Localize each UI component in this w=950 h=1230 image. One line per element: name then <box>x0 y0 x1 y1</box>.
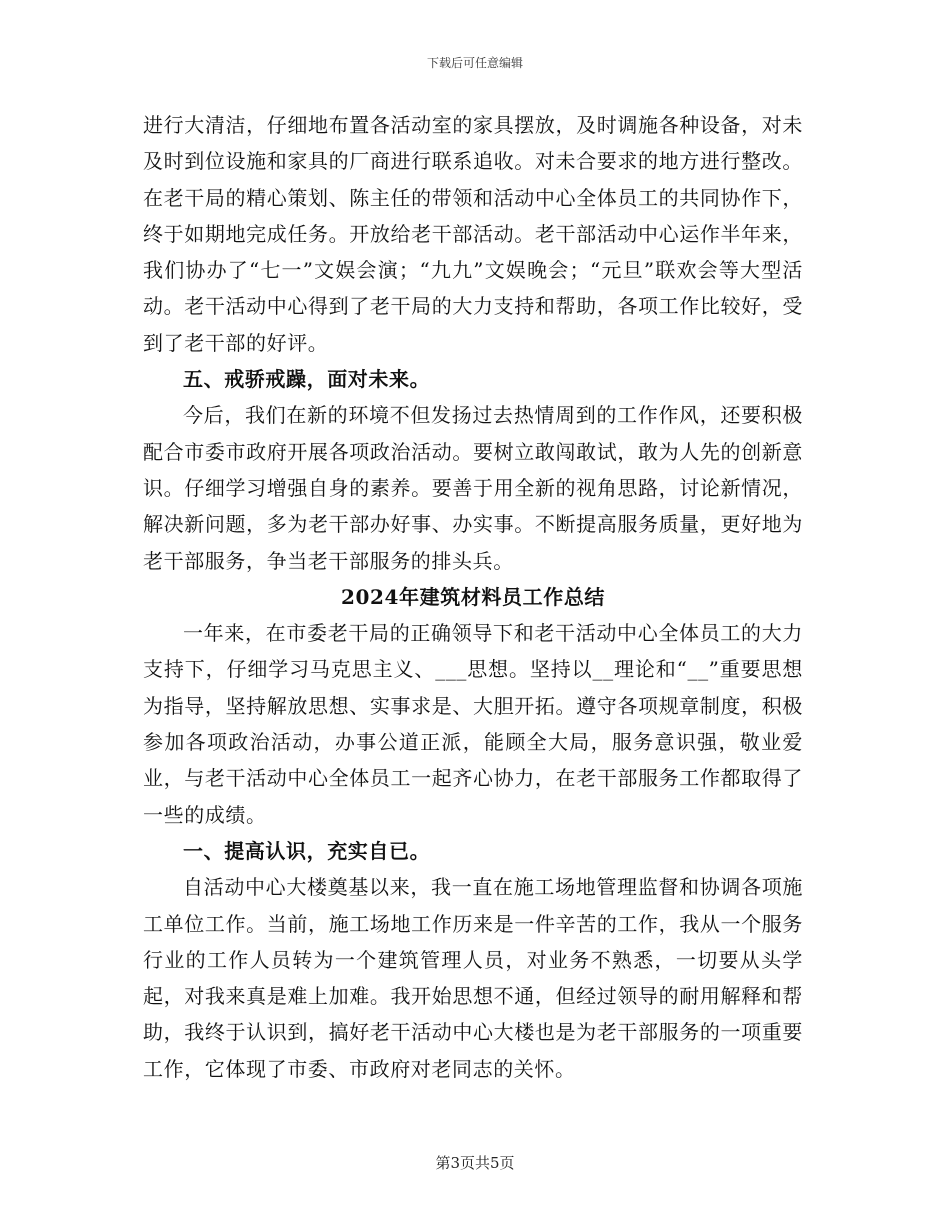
document-title: 2024年建筑材料员工作总结 <box>340 584 606 609</box>
section-heading-five: 五、戒骄戒躁，面对未来。 <box>183 367 431 392</box>
paragraph-continuation: 进行大清洁，仔细地布置各活动室的家具摆放，及时调施各种设备，对未及时到位设施和家具的厂商进行联系追收。对未合要求的地方进行整改。在老干局的精心策划、陈主任的带领和活动中心全体员工的共同协作下，终于如期地完成任务。开放给老干部活动。老干部活动中心运作半年来，我们协办了“七一”文娱会演；“九九”文娱晚会；“元旦”联欢会等大型活动。老干活动中心得到了老干局的大力支持和帮助，各项工作比较好，受到了老干部的好评。 <box>143 113 803 355</box>
paragraph-summary-intro: 一年来，在市委老干局的正确领导下和老干活动中心全体员工的大力支持下，仔细学习马克思主义、___思想。坚持以__理论和“__”重要思想为指导，坚持解放思想、实事求是、大胆开拓。遵守各项规章制度，积极参加各项政治活动，办事公道正派，能顾全大局，服务意识强，敬业爱业，与老干活动中心全体员工一起齐心协力，在老干部服务工作都取得了一些的成绩。 <box>143 621 803 827</box>
document-body <box>143 107 803 1087</box>
paragraph-future-plans: 今后，我们在新的环境不但发扬过去热情周到的工作作风，还要积极配合市委市政府开展各项政治活动。要树立敢闯敢试，敢为人先的创新意识。仔细学习增强自身的素养。要善于用全新的视角思路，讨论新情况，解决新问题，多为老干部办好事、办实事。不断提高服务质量，更好地为老干部服务，争当老干部服务的排头兵。 <box>143 403 803 573</box>
section-heading-one: 一、提高认识，充实自已。 <box>183 838 431 863</box>
page-number-footer: 第3页共5页 <box>435 1154 515 1172</box>
paragraph-construction-work: 自活动中心大楼奠基以来，我一直在施工场地管理监督和协调各项施工单位工作。当前，施工场地工作历来是一件辛苦的工作，我从一个服务行业的工作人员转为一个建筑管理人员，对业务不熟悉，一切要从头学起，对我来真是难上加难。我开始思想不通，但经过领导的耐用解释和帮助，我终于认识到，搞好老干活动中心大楼也是为老干部服务的一项重要工作，它体现了市委、市政府对老同志的关怀。 <box>143 875 803 1081</box>
page-header-note: 下载后可任意编辑 <box>426 56 523 70</box>
